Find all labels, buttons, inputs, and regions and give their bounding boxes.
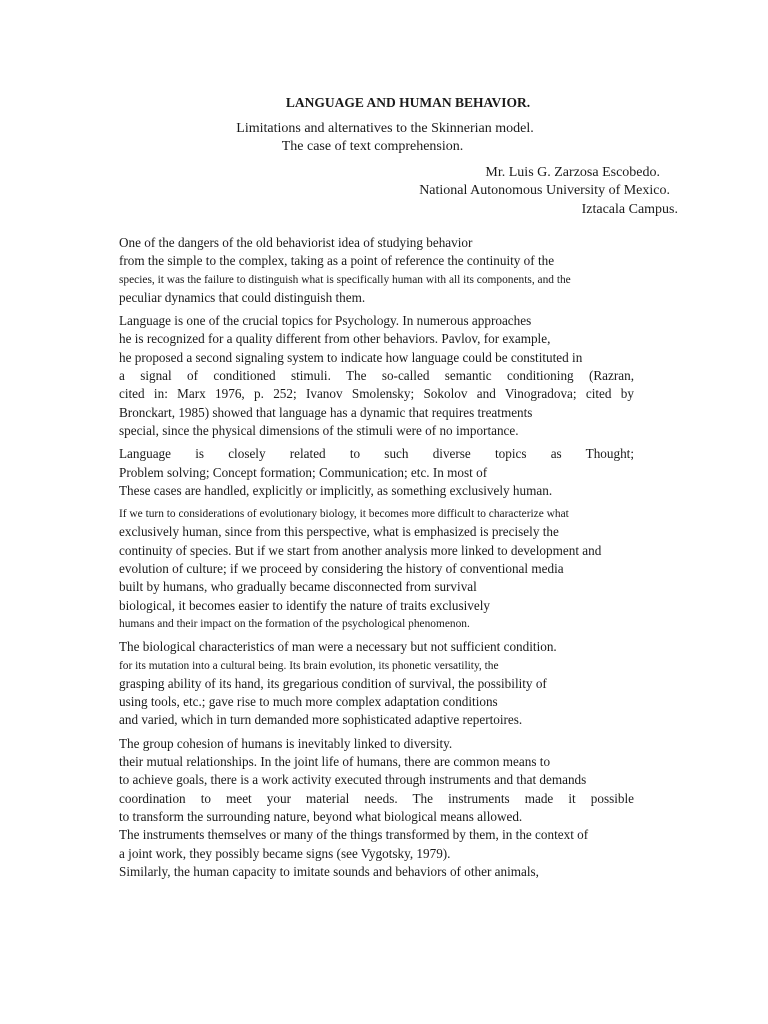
text-line: Bronckart, 1985) showed that language has a dynamic that requires treatments	[119, 404, 533, 420]
text-line: One of the dangers of the old behaviorist idea of studying behavior	[119, 235, 473, 250]
paragraph-6	[119, 735, 634, 881]
paragraph-4	[119, 505, 634, 633]
text-line: Problem solving; Concept formation; Communication; etc. In most of	[119, 464, 488, 480]
text-line: The group cohesion of humans is inevitably linked to diversity.	[119, 735, 453, 751]
text-line: continuity of species. But if we start from another analysis more linked to development and	[119, 542, 602, 558]
text-line: Language is one of the crucial topics for Psychology. In numerous approaches	[119, 313, 532, 329]
text-line: using tools, etc.; gave rise to much more complex adaptation conditions	[119, 694, 498, 710]
author-name: Mr. Luis G. Zarzosa Escobedo.	[485, 165, 660, 180]
text-line: cited in: Marx 1976, p. 252; Ivanov Smolensky; Sokolov and Vinogradova; cited by	[119, 386, 634, 402]
text-line: special, since the physical dimensions of the stimuli were of no importance.	[119, 422, 519, 438]
author-university: National Autonomous University of Mexico.	[419, 183, 670, 198]
text-line: exclusively human, since from this perspective, what is emphasized is precisely the	[119, 524, 559, 540]
text-line: The instruments themselves or many of the things transformed by them, in the context of	[119, 827, 589, 843]
paragraph-3	[119, 445, 634, 500]
text-line: The biological characteristics of man were a necessary but not sufficient condition.	[119, 639, 557, 655]
text-line: from the simple to the complex, taking as a point of reference the continuity of the	[119, 253, 555, 269]
text-line: and varied, which in turn demanded more sophisticated adaptive repertoires.	[119, 712, 523, 728]
text-line: to transform the surrounding nature, beyond what biological means allowed.	[119, 808, 523, 824]
paragraph-2	[119, 312, 634, 440]
subtitle-line-2: The case of text comprehension.	[281, 139, 464, 154]
text-line: biological, it becomes easier to identify the nature of traits exclusively	[119, 597, 490, 613]
paragraph-5	[119, 638, 634, 729]
text-line: Similarly, the human capacity to imitate sounds and behaviors of other animals,	[119, 863, 539, 879]
text-line: to achieve goals, there is a work activity executed through instruments and that demands	[119, 772, 587, 788]
text-line: grasping ability of its hand, its gregarious condition of survival, the possibility of	[119, 675, 547, 691]
text-line: These cases are handled, explicitly or implicitly, as something exclusively human.	[119, 482, 553, 498]
text-line: humans and their impact on the formation of the psychological phenomenon.	[119, 617, 470, 630]
text-line: their mutual relationships. In the joint life of humans, there are common means to	[119, 754, 551, 770]
text-line: peculiar dynamics that could distinguish them.	[119, 289, 366, 305]
text-line: evolution of culture; if we proceed by considering the history of conventional media	[119, 561, 564, 577]
text-line: built by humans, who gradually became disconnected from survival	[119, 579, 477, 595]
text-line: coordination to meet your material needs. The instruments made it possible	[119, 790, 634, 806]
author-campus: Iztacala Campus.	[581, 202, 678, 217]
document-body	[119, 234, 634, 886]
text-line: a signal of conditioned stimuli. The so-called semantic conditioning (Razran,	[119, 368, 634, 384]
text-line: for its mutation into a cultural being. Its brain evolution, its phonetic versatility, the	[119, 659, 499, 672]
paragraph-1	[119, 234, 634, 307]
document-title: LANGUAGE AND HUMAN BEHAVIOR.	[285, 95, 531, 110]
text-line: species, it was the failure to distinguish what is specifically human with all its components, and the	[119, 273, 571, 286]
text-line: he is recognized for a quality different from other behaviors. Pavlov, for example,	[119, 331, 551, 347]
text-line: If we turn to considerations of evolutionary biology, it becomes more difficult to characterize what	[119, 508, 569, 521]
text-line: a joint work, they possibly became signs (see Vygotsky, 1979).	[119, 845, 451, 861]
text-line: he proposed a second signaling system to indicate how language could be constituted in	[119, 349, 583, 365]
subtitle-line-1: Limitations and alternatives to the Skinnerian model.	[236, 121, 534, 136]
text-line: Language is closely related to such diverse topics as Thought;	[119, 446, 634, 462]
